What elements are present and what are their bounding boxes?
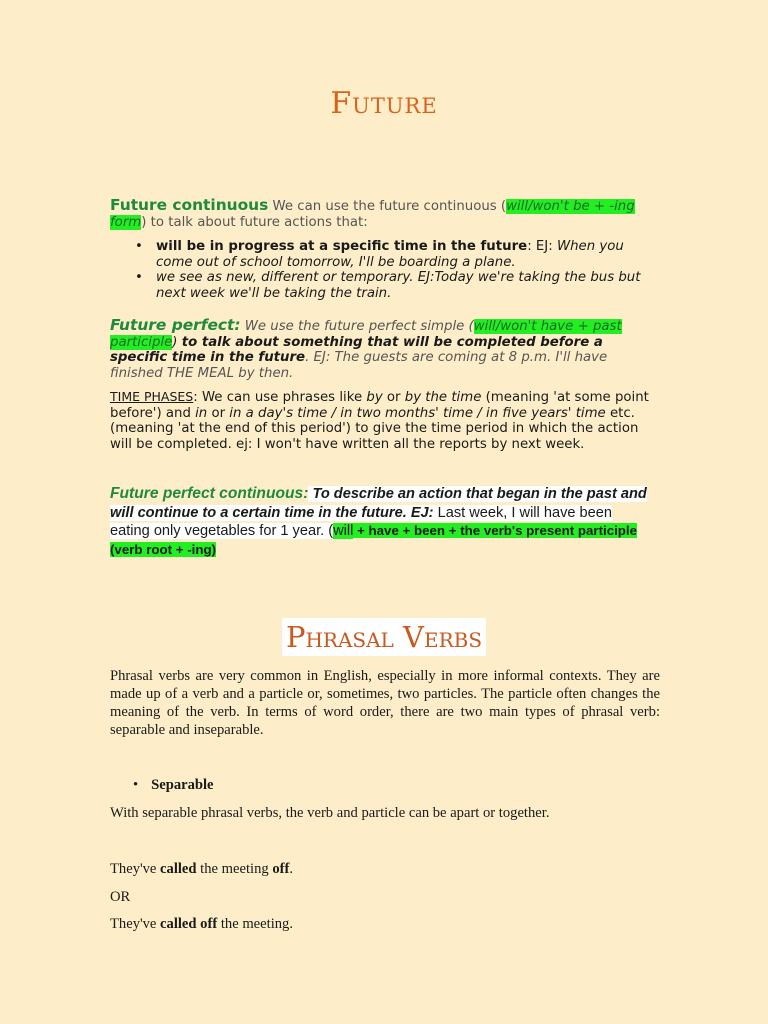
separable-bullet: • Separable: [133, 777, 214, 793]
future-perfect-heading: Future perfect:: [110, 316, 241, 334]
fpc-highlight-plain: will: [333, 523, 354, 540]
tp-text: etc. (meaning 'at the end of this period') to give the time period in which the action will be completed. ej: I won't have written all the reports by next week.: [110, 405, 639, 452]
intro-text-end: ) to talk about future actions that:: [141, 214, 368, 230]
future-continuous-intro: [110, 198, 650, 230]
future-continuous-heading: Future continuous: [110, 196, 269, 214]
fp-intro: We use the future perfect simple (: [240, 319, 474, 334]
separable-description: With separable phrasal verbs, the verb and particle can be apart or together.: [110, 805, 550, 821]
ex-text: They've: [110, 916, 161, 932]
separable-heading: Separable: [151, 777, 214, 793]
highlight-form: will/won't be + -ing form: [110, 199, 635, 230]
tp-text: or: [207, 405, 230, 421]
bullet-rest: : EJ:: [527, 239, 557, 254]
fp-highlight: will/won't have + past participle: [110, 319, 622, 350]
tp-by: by: [366, 390, 383, 405]
time-phases-paragraph: [110, 389, 650, 452]
tp-text: (meaning 'at some point before') and: [110, 390, 649, 421]
fp-bold: to talk about something that will be completed before a specific time in the future: [110, 334, 603, 366]
ex-text: .: [289, 861, 294, 877]
list-item: [156, 239, 650, 270]
ex-verb: called: [160, 861, 197, 877]
future-continuous-list: [110, 239, 650, 301]
phrasal-intro: Phrasal verbs are very common in English, especially in more informal contexts. They are made up of a verb and a particle or, sometimes, two particles. The particle often changes the meaning of the verb. In terms of word order, there are two main types of phrasal verb: separable and inseparable.: [110, 668, 660, 739]
ex-particle: off: [272, 861, 290, 877]
future-perfect-paragraph: [110, 318, 650, 381]
tp-in-phrases: in a day's time / in two months' time / in five years' time: [229, 405, 606, 421]
fp-example: . EJ: The guests are coming at 8 p.m. I'll have finished THE MEAL by then.: [110, 350, 608, 381]
tp-in: in: [195, 405, 208, 421]
time-phases-label: TIME PHASES: [110, 389, 194, 404]
phrasal-title-wrap: [0, 618, 768, 656]
bullet-text: we see as new, different or temporary. EJ:Today we're taking the bus but next week we'll be taking the train.: [156, 270, 641, 301]
phrasal-verbs-title: Phrasal Verbs: [282, 618, 486, 656]
fp-intro-end: ): [172, 334, 182, 350]
example-2: [110, 916, 293, 933]
fpc-description: To describe an action that began in the past and will continue to a certain time in the future. EJ:: [110, 486, 647, 521]
tp-text: : We can use phrases like: [193, 390, 367, 405]
bullet-bold: will be in progress at a specific time in the future: [156, 239, 528, 254]
ex-verb-particle: called off: [160, 916, 218, 932]
intro-text: We can use the future continuous (: [268, 199, 507, 214]
list-item: [156, 270, 650, 301]
ex-text: They've: [110, 861, 161, 877]
tp-by-the-time: by the time: [404, 390, 482, 405]
ex-text: the meeting: [196, 861, 273, 877]
page-title: Future: [330, 86, 438, 121]
or-text: OR: [110, 889, 131, 905]
bullet-example: When you come out of school tomorrow, I'll be boarding a plane.: [156, 239, 624, 270]
fpc-heading: Future perfect continuous:: [110, 485, 309, 502]
future-perfect-continuous-paragraph: [110, 485, 655, 559]
example-1: [110, 861, 293, 878]
ex-text: the meeting.: [217, 916, 293, 932]
fpc-example: Last week, I will have been eating only vegetables for 1 year. (: [110, 504, 613, 540]
tp-text: or: [382, 390, 405, 405]
fpc-highlight-bold: + have + been + the verb's present participle (verb root + -ing): [110, 523, 638, 557]
